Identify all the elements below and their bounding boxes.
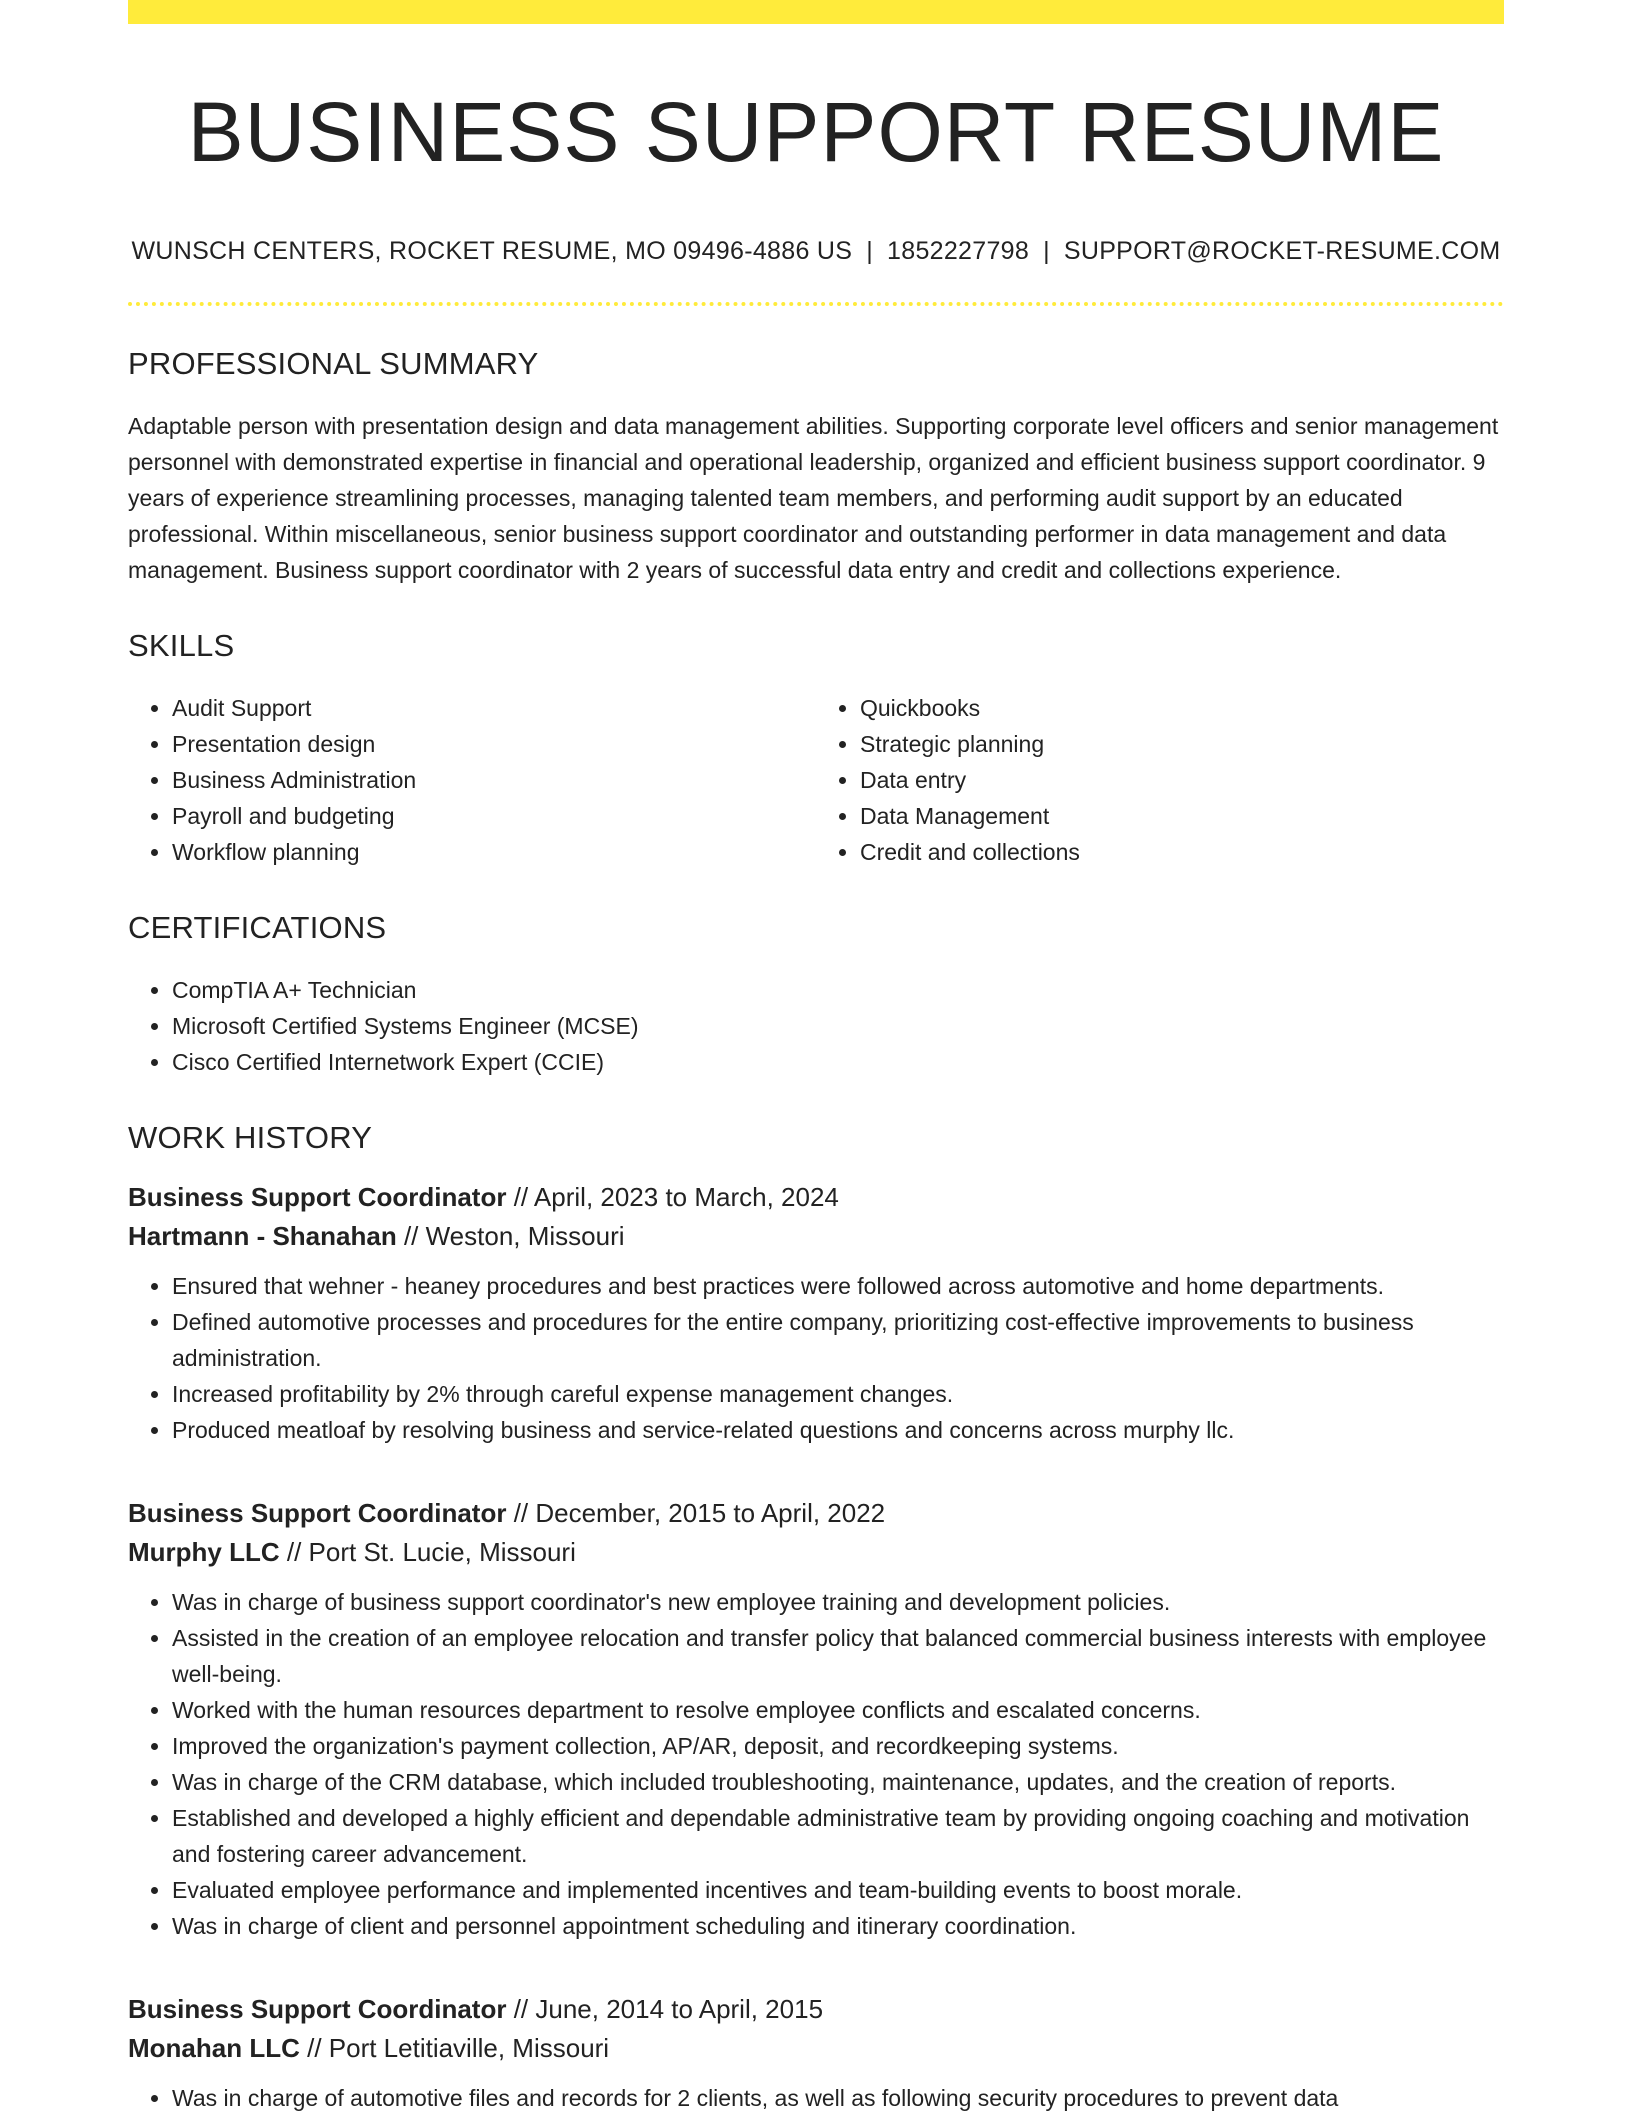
contact-separator: | [866, 236, 874, 265]
job-company: Hartmann - Shanahan [128, 1220, 397, 1251]
job-duty: • Was in charge of the CRM database, which included troubleshooting, maintenance, updates, and the creation of reports. [172, 1764, 1504, 1800]
job-dates: // June, 2014 to April, 2015 [506, 1993, 824, 2024]
skill-item: • Data Management [860, 798, 1504, 834]
certifications-list [128, 972, 1504, 1080]
job-entry [128, 1990, 1504, 2112]
certification-item: • Microsoft Certified Systems Engineer (MCSE) [172, 1008, 1504, 1044]
certification-item: • CompTIA A+ Technician [172, 972, 1504, 1008]
job-duty: • Increased profitability by 2% through careful expense management changes. [172, 1376, 1504, 1412]
job-title-line [128, 1178, 1504, 1217]
skill-item: • Strategic planning [860, 726, 1504, 762]
skill-item: • Quickbooks [860, 690, 1504, 726]
skills-columns [128, 690, 1504, 870]
skill-item: • Credit and collections [860, 834, 1504, 870]
job-duties-list [128, 1584, 1504, 1944]
work-history-heading: WORK HISTORY [128, 1119, 373, 1155]
job-entry [128, 1178, 1504, 1448]
resume-page [128, 0, 1504, 2112]
skill-item: • Audit Support [172, 690, 816, 726]
skill-item: • Workflow planning [172, 834, 816, 870]
job-title: Business Support Coordinator [128, 1181, 507, 1212]
job-duty: • Defined automotive processes and procedures for the entire company, prioritizing cost-effective improvements to business administration. [172, 1304, 1504, 1376]
skills-heading: SKILLS [128, 627, 235, 663]
job-duty: • Evaluated employee performance and implemented incentives and team-building events to boost morale. [172, 1872, 1504, 1908]
job-location: // Port St. Lucie, Missouri [279, 1536, 576, 1567]
contact-address: WUNSCH CENTERS, ROCKET RESUME, MO 09496-4886 US [131, 236, 853, 265]
job-company-line [128, 2029, 1504, 2068]
certification-item: • Cisco Certified Internetwork Expert (CCIE) [172, 1044, 1504, 1080]
job-duty: • Worked with the human resources department to resolve employee conflicts and escalated concerns. [172, 1692, 1504, 1728]
job-company-line [128, 1533, 1504, 1572]
skill-item: • Business Administration [172, 762, 816, 798]
summary-heading: PROFESSIONAL SUMMARY [128, 345, 539, 381]
summary-text: Adaptable person with presentation design and data management abilities. Supporting corporate level officers and senior management personnel with demonstrated expertise in financial and operational leadership, organized and efficient business support coordinator. 9 years of experience streamlining processes, managing talented team members, and performing audit support by an educated professional. Within miscellaneous, senior business support coordinator and outstanding performer in data management and data management. Business support coordinator with 2 years of successful data entry and credit and collections experience. [128, 412, 1499, 583]
top-accent-bar [128, 0, 1504, 24]
dotted-divider [128, 302, 1504, 306]
skill-item: • Payroll and budgeting [172, 798, 816, 834]
certifications-heading: CERTIFICATIONS [128, 909, 387, 945]
job-company: Murphy LLC [128, 1536, 280, 1567]
job-dates: // December, 2015 to April, 2022 [506, 1497, 886, 1528]
job-duty: • Ensured that wehner - heaney procedures and best practices were followed across automotive and home departments. [172, 1268, 1504, 1304]
job-title: Business Support Coordinator [128, 1993, 507, 2024]
job-title: Business Support Coordinator [128, 1497, 507, 1528]
job-duty: • Was in charge of business support coordinator's new employee training and development policies. [172, 1584, 1504, 1620]
contact-phone: 1852227798 [887, 236, 1030, 265]
job-company: Monahan LLC [128, 2032, 300, 2063]
job-company-line [128, 1217, 1504, 1256]
job-title-line [128, 1990, 1504, 2029]
job-dates: // April, 2023 to March, 2024 [506, 1181, 839, 1212]
job-duty: • Was in charge of client and personnel appointment scheduling and itinerary coordination. [172, 1908, 1504, 1944]
job-duty: • Improved the organization's payment collection, AP/AR, deposit, and recordkeeping systems. [172, 1728, 1504, 1764]
job-duty: • Established and developed a highly efficient and dependable administrative team by providing ongoing coaching and motivation and fostering career advancement. [172, 1800, 1504, 1872]
job-duty: • Produced meatloaf by resolving business and service-related questions and concerns across murphy llc. [172, 1412, 1504, 1448]
skill-item: • Data entry [860, 762, 1504, 798]
skills-list-left [128, 690, 816, 870]
contact-line [128, 237, 1504, 266]
job-location: // Weston, Missouri [396, 1220, 625, 1251]
contact-email[interactable]: SUPPORT@ROCKET-RESUME.COM [1063, 236, 1501, 265]
job-duties-list [128, 1268, 1504, 1448]
job-entry [128, 1494, 1504, 1944]
resume-title: BUSINESS SUPPORT RESUME [187, 85, 1445, 179]
skill-item: • Presentation design [172, 726, 816, 762]
contact-separator: | [1043, 236, 1050, 265]
skills-list-right [816, 690, 1504, 870]
job-title-line [128, 1494, 1504, 1533]
job-duties-list [128, 2080, 1504, 2112]
job-duty: • Was in charge of automotive files and records for 2 clients, as well as following security procedures to prevent data [172, 2080, 1504, 2112]
job-duty: • Assisted in the creation of an employee relocation and transfer policy that balanced commercial business interests with employee well-being. [172, 1620, 1504, 1692]
job-location: // Port Letitiaville, Missouri [299, 2032, 610, 2063]
